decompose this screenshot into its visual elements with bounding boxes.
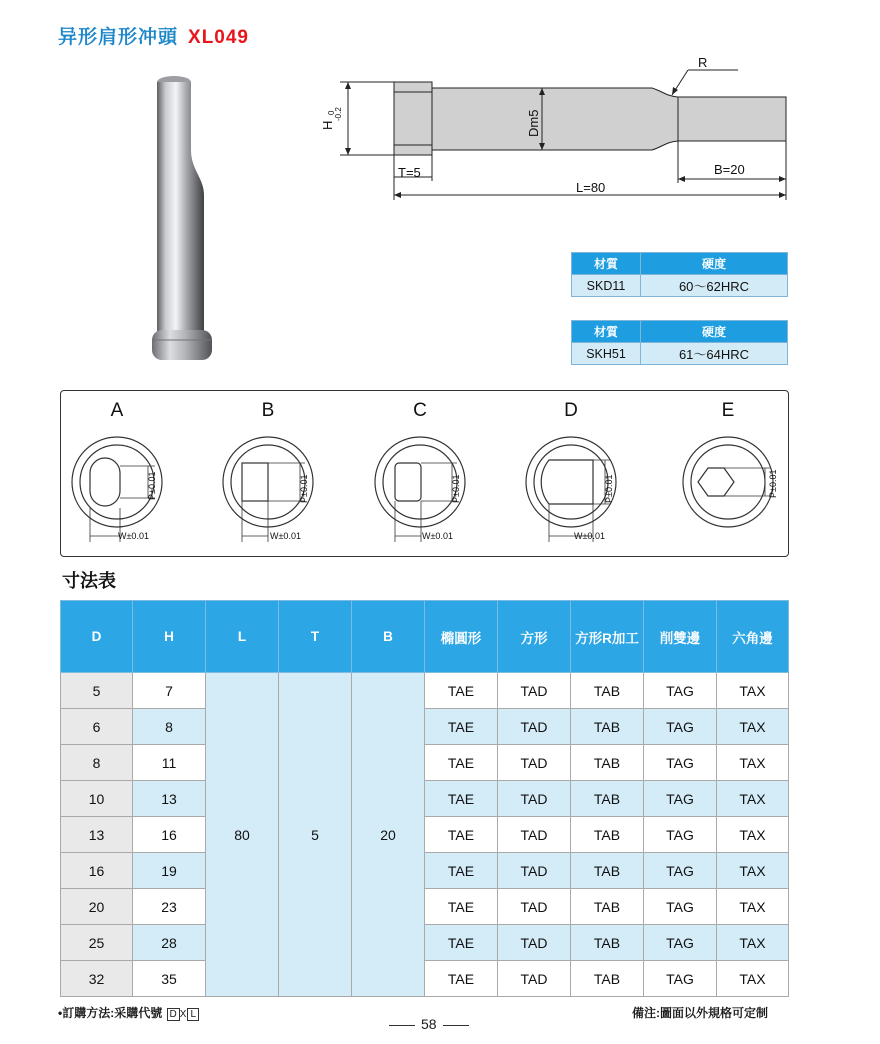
cell-d: 6 [61, 709, 133, 745]
hardness-header: 硬度 [641, 321, 788, 343]
cell-code: TAB [571, 673, 644, 709]
cell-code: TAB [571, 961, 644, 997]
cell-code: TAD [498, 745, 571, 781]
cell-code: TAX [717, 889, 789, 925]
material-header: 材質 [572, 321, 641, 343]
cell-code: TAG [644, 889, 717, 925]
table-row [61, 781, 789, 817]
cell-d: 8 [61, 745, 133, 781]
w-tol-a: W±0.01 [118, 531, 149, 541]
cell-code: TAE [425, 817, 498, 853]
table-row [61, 709, 789, 745]
cell-code: TAB [571, 925, 644, 961]
cell-h: 8 [133, 709, 206, 745]
cell-code: TAG [644, 709, 717, 745]
cell-d: 16 [61, 853, 133, 889]
cell-d: 32 [61, 961, 133, 997]
cell-code: TAX [717, 961, 789, 997]
cell-code: TAE [425, 673, 498, 709]
cell-code: TAD [498, 673, 571, 709]
cell-d: 20 [61, 889, 133, 925]
material-table-2 [571, 320, 788, 365]
cell-code: TAX [717, 853, 789, 889]
p-tol-c: P±0.01 [451, 474, 461, 503]
shape-label-b: B [261, 400, 275, 421]
h-tol-top: 0 [327, 110, 336, 115]
dm-label: Dm5 [526, 109, 541, 137]
h-label: H [320, 120, 335, 130]
cell-code: TAE [425, 709, 498, 745]
cell-code: TAG [644, 961, 717, 997]
material-value: SKH51 [572, 343, 641, 365]
cell-code: TAB [571, 709, 644, 745]
cell-h: 19 [133, 853, 206, 889]
spec-note: 備注:圖面以外規格可定制 [632, 1006, 768, 1020]
cell-code: TAD [498, 961, 571, 997]
punch-photo [140, 70, 230, 370]
cell-code: TAG [644, 853, 717, 889]
page-rule-right [443, 1025, 469, 1026]
cell-code: TAE [425, 781, 498, 817]
cell-code: TAB [571, 853, 644, 889]
order-x: X [179, 1009, 187, 1020]
table-row [61, 817, 789, 853]
header-cell: 方形 [498, 601, 571, 673]
page-title [58, 22, 249, 49]
p-tol-a: P±0.01 [147, 471, 157, 500]
cell-l: 80 [206, 673, 279, 997]
header-cell: D [61, 601, 133, 673]
shape-label-c: C [413, 400, 427, 421]
cell-code: TAX [717, 673, 789, 709]
h-tol-bottom: -0.2 [334, 107, 343, 121]
p-tol-d: P±0.01 [604, 474, 614, 503]
cell-code: TAD [498, 781, 571, 817]
dimension-table [60, 600, 789, 997]
cell-t: 5 [279, 673, 352, 997]
cell-d: 25 [61, 925, 133, 961]
table-row [61, 925, 789, 961]
cell-code: TAE [425, 745, 498, 781]
header-cell: H [133, 601, 206, 673]
table-row [61, 961, 789, 997]
shape-label-a: A [110, 400, 124, 421]
cell-code: TAX [717, 925, 789, 961]
cell-code: TAG [644, 673, 717, 709]
cell-code: TAX [717, 745, 789, 781]
cell-d: 13 [61, 817, 133, 853]
cell-h: 16 [133, 817, 206, 853]
order-label: •訂購方法:采購代號 [58, 1006, 163, 1020]
table-row [61, 745, 789, 781]
r-label: R [698, 55, 708, 70]
header-cell: 六角邊 [717, 601, 789, 673]
cell-h: 11 [133, 745, 206, 781]
material-table-1 [571, 252, 788, 297]
cell-h: 7 [133, 673, 206, 709]
cell-d: 10 [61, 781, 133, 817]
p-tol-e: P±0.01 [768, 469, 778, 498]
cell-code: TAB [571, 745, 644, 781]
cell-b: 20 [352, 673, 425, 997]
p-tol-b: P±0.01 [299, 474, 309, 503]
t-label: T=5 [398, 165, 421, 180]
material-header: 材質 [572, 253, 641, 275]
cell-code: TAG [644, 925, 717, 961]
cell-h: 35 [133, 961, 206, 997]
header-cell: 削雙邊 [644, 601, 717, 673]
hardness-value: 60～62HRC [641, 275, 788, 297]
table-row [61, 673, 789, 709]
cell-code: TAX [717, 817, 789, 853]
order-box-d: D [167, 1008, 180, 1021]
hardness-value: 61～64HRC [641, 343, 788, 365]
hardness-header: 硬度 [641, 253, 788, 275]
cell-code: TAB [571, 781, 644, 817]
cell-code: TAD [498, 925, 571, 961]
cell-code: TAG [644, 745, 717, 781]
cell-code: TAG [644, 817, 717, 853]
cell-code: TAD [498, 709, 571, 745]
header-cell: L [206, 601, 279, 673]
shape-variants-drawing [60, 390, 788, 555]
cell-code: TAX [717, 781, 789, 817]
table-row [61, 889, 789, 925]
title-text: 异形肩形冲頭 [58, 27, 179, 48]
dimension-drawing [310, 55, 810, 215]
table-row [61, 853, 789, 889]
page-number [383, 1016, 475, 1032]
cell-code: TAG [644, 781, 717, 817]
cell-code: TAE [425, 853, 498, 889]
cell-code: TAD [498, 853, 571, 889]
material-value: SKD11 [572, 275, 641, 297]
cell-code: TAD [498, 817, 571, 853]
shape-label-d: D [564, 400, 578, 421]
cell-d: 5 [61, 673, 133, 709]
header-cell: B [352, 601, 425, 673]
section-title: 寸法表 [62, 571, 116, 591]
shape-label-e: E [721, 400, 735, 421]
table-header-row [61, 601, 789, 673]
w-tol-d: W±0.01 [574, 531, 605, 541]
header-cell: T [279, 601, 352, 673]
header-cell: 橢圓形 [425, 601, 498, 673]
cell-code: TAE [425, 961, 498, 997]
cell-code: TAD [498, 889, 571, 925]
cell-h: 23 [133, 889, 206, 925]
order-method [58, 1004, 199, 1021]
l-label: L=80 [576, 180, 606, 195]
cell-code: TAB [571, 889, 644, 925]
order-box-l: L [187, 1008, 199, 1021]
cell-code: TAE [425, 889, 498, 925]
product-code: XL049 [188, 27, 249, 48]
cell-code: TAX [717, 709, 789, 745]
cell-code: TAE [425, 925, 498, 961]
cell-h: 13 [133, 781, 206, 817]
page-rule-left [389, 1025, 415, 1026]
b-label: B=20 [714, 162, 745, 177]
cell-h: 28 [133, 925, 206, 961]
cell-code: TAB [571, 817, 644, 853]
header-cell: 方形R加工 [571, 601, 644, 673]
page-number-text: 58 [421, 1016, 437, 1032]
w-tol-b: W±0.01 [270, 531, 301, 541]
w-tol-c: W±0.01 [422, 531, 453, 541]
